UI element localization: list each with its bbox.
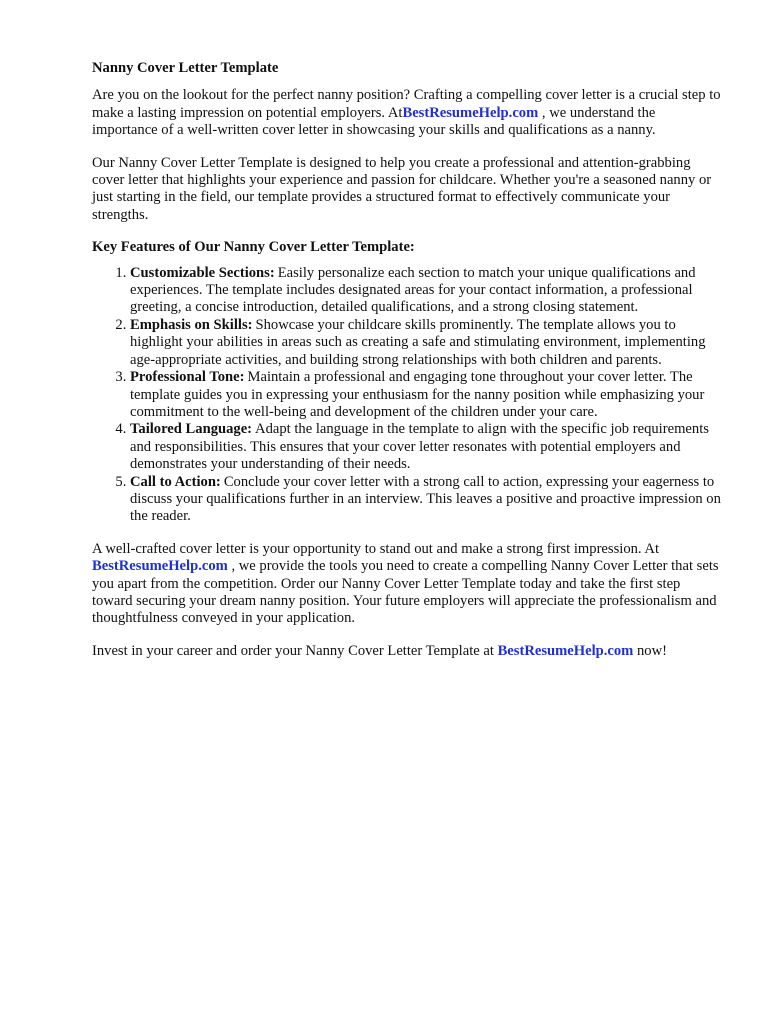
feature-term: Customizable Sections: (130, 264, 275, 281)
intro-paragraph (92, 87, 722, 139)
features-list (92, 265, 722, 526)
intro-text-after-link: , we understand the importance of a well-written cover letter in showcasing your skills and qualifications as a nanny. (92, 104, 656, 139)
feature-description: Showcase your childcare skills prominently. The template allows you to highlight your abilities in areas such as creating a safe and stimulating environment, implementing age-appropriate activities, and building strong relationships with both children and parents. (130, 316, 706, 368)
closing-text-before-link: A well-crafted cover letter is your opportunity to stand out and make a strong first impression. At (92, 540, 660, 557)
intro-site-link[interactable]: BestResumeHelp.com (402, 104, 539, 121)
features-heading: Key Features of Our Nanny Cover Letter Template: (92, 239, 415, 256)
feature-item (130, 474, 722, 526)
cta-text-before-link: Invest in your career and order your Nanny Cover Letter Template at (92, 642, 494, 659)
cta-paragraph (92, 643, 722, 660)
feature-term: Tailored Language: (130, 421, 253, 438)
cta-site-link[interactable]: BestResumeHelp.com (497, 642, 634, 659)
closing-text-after-link: , we provide the tools you need to create a compelling Nanny Cover Letter that sets you apart from the competition. Order our Nanny Cover Letter Template today and take the first step toward securing your dream nanny position. Your future employers will appreciate the professionalism and thoughtfulness conveyed in your application. (92, 558, 719, 627)
feature-item (130, 265, 722, 317)
feature-term: Professional Tone: (130, 369, 245, 386)
feature-item (130, 317, 722, 369)
document-title: Nanny Cover Letter Template (92, 60, 279, 76)
closing-paragraph (92, 541, 722, 628)
intro-text-before-link: Are you on the lookout for the perfect nanny position? Crafting a compelling cover letter is a crucial step to make a lasting impression on potential employers. At (92, 87, 721, 121)
closing-site-link[interactable]: BestResumeHelp.com (92, 558, 228, 575)
feature-description: Conclude your cover letter with a strong call to action, expressing your eagerness to discuss your qualifications further in an interview. This leaves a positive and proactive impression on the reader. (130, 473, 721, 525)
feature-term: Call to Action: (130, 473, 221, 490)
feature-item (130, 421, 722, 473)
cta-text-after-link: now! (637, 642, 667, 659)
template-description-paragraph: Our Nanny Cover Letter Template is designed to help you create a professional and attention-grabbing cover letter that highlights your experience and passion for childcare. Whether you're a seasoned nanny or just starting in the field, our template provides a structured format to effectively communicate your strengths. (92, 154, 712, 223)
feature-term: Emphasis on Skills: (130, 316, 253, 333)
feature-description: Easily personalize each section to match your unique qualifications and experiences. The template includes designated areas for your contact information, a professional greeting, a concise introduction, detailed qualifications, and a strong closing statement. (130, 264, 696, 316)
feature-description: Maintain a professional and engaging tone throughout your cover letter. The template guides you in expressing your enthusiasm for the nanny position while emphasizing your commitment to the well-being and development of the children under your care. (130, 369, 705, 420)
feature-item (130, 369, 722, 421)
document-page (92, 60, 722, 675)
feature-description: Adapt the language in the template to align with the specific job requirements and responsibilities. This ensures that your cover letter resonates with potential employers and demonstrates your understanding of their needs. (130, 421, 709, 473)
